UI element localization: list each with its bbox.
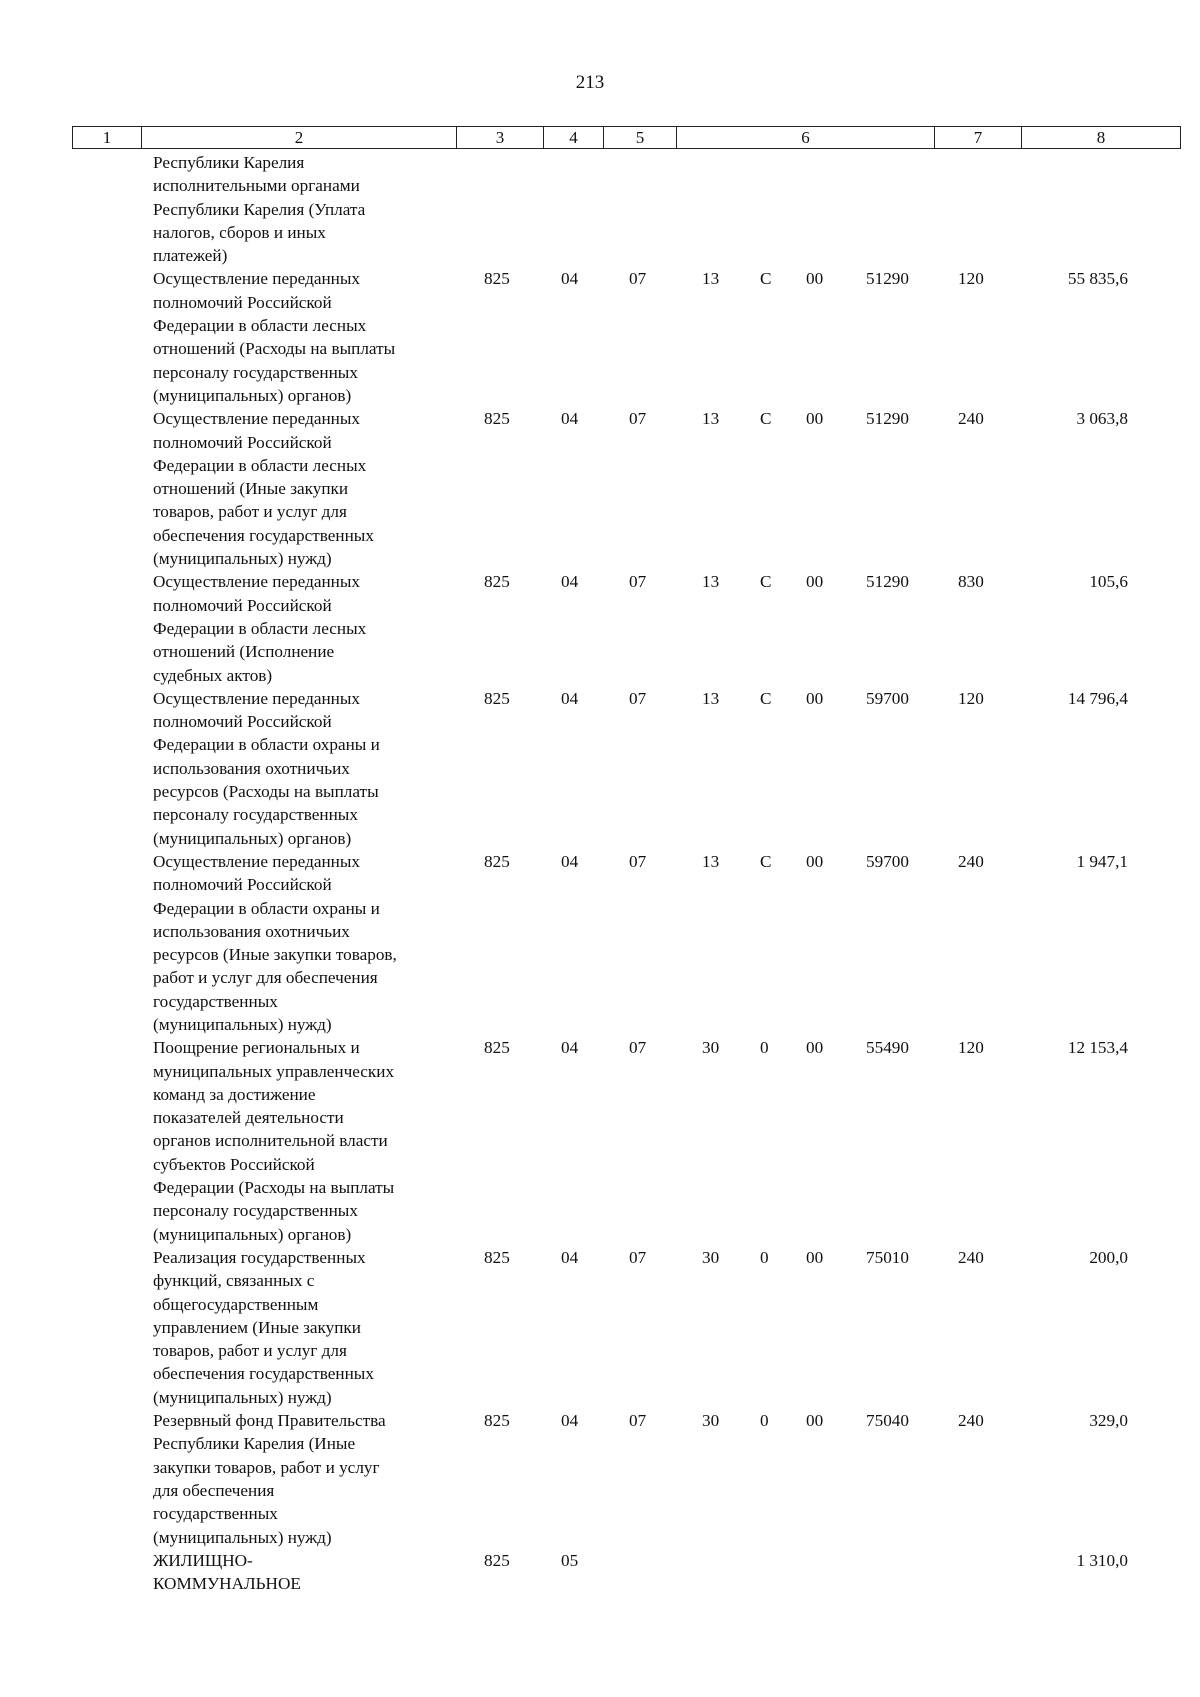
- table-row: [0, 570, 1200, 686]
- table-row: [0, 1246, 1200, 1409]
- cell-admin-code: 825: [484, 851, 510, 871]
- cell-section: 04: [561, 851, 579, 871]
- cell-program: 30: [702, 1038, 720, 1058]
- cell-direction: 75010: [866, 1247, 909, 1267]
- cell-section: 04: [561, 1411, 579, 1431]
- cell-subprogram: С: [760, 409, 772, 429]
- cell-subprogram: С: [760, 572, 772, 592]
- cell-admin-code: 825: [484, 572, 510, 592]
- cell-subsection: 07: [629, 1038, 647, 1058]
- cell-event: 00: [806, 1411, 824, 1431]
- cell-amount: 329,0: [1089, 1411, 1128, 1431]
- cell-section: 04: [561, 688, 579, 708]
- column-header-2: 2: [142, 127, 457, 149]
- table-row: [0, 267, 1200, 407]
- cell-expense-type: 240: [958, 1411, 984, 1431]
- cell-expense-type: 830: [958, 572, 984, 592]
- cell-direction: 55490: [866, 1038, 909, 1058]
- cell-admin-code: 825: [484, 1550, 510, 1570]
- cell-direction: 51290: [866, 572, 909, 592]
- row-description: Резервный фонд Правительства Республики Карелия (Иные закупки товаров, работ и услуг для обеспечения государственных (муниципальных) нужд): [153, 1411, 386, 1547]
- cell-admin-code: 825: [484, 1038, 510, 1058]
- cell-admin-code: 825: [484, 1247, 510, 1267]
- cell-amount: 1 947,1: [1076, 851, 1128, 871]
- column-header-4: 4: [544, 127, 604, 149]
- cell-amount: 1 310,0: [1076, 1550, 1128, 1570]
- cell-program: 13: [702, 851, 720, 871]
- cell-program: 13: [702, 688, 720, 708]
- cell-expense-type: 240: [958, 409, 984, 429]
- cell-direction: 51290: [866, 269, 909, 289]
- cell-section: 05: [561, 1550, 579, 1570]
- row-description: Реализация государственных функций, связанных с общегосударственным управлением (Иные закупки товаров, работ и услуг для обеспечения государственных (муниципальных) нужд): [153, 1247, 374, 1407]
- row-description: Осуществление переданных полномочий Российской Федерации в области лесных отношений (Исполнение судебных актов): [153, 572, 367, 685]
- cell-amount: 3 063,8: [1076, 409, 1128, 429]
- table-row: [0, 1409, 1200, 1549]
- cell-subsection: 07: [629, 572, 647, 592]
- cell-direction: 51290: [866, 409, 909, 429]
- cell-subsection: 07: [629, 688, 647, 708]
- row-description: Поощрение региональных и муниципальных управленческих команд за достижение показателей деятельности органов исполнительной власти субъектов Российской Федерации (Расходы на выплаты персоналу государственных (муниципальных) органов): [153, 1038, 395, 1244]
- table-row: [0, 151, 1200, 267]
- cell-program: 13: [702, 409, 720, 429]
- row-description: Осуществление переданных полномочий Российской Федерации в области лесных отношений (Расходы на выплаты персоналу государственных (муниципальных) органов): [153, 269, 396, 405]
- table-row: [0, 687, 1200, 850]
- cell-amount: 14 796,4: [1067, 688, 1128, 708]
- column-header-1: 1: [73, 127, 142, 149]
- cell-subsection: 07: [629, 1247, 647, 1267]
- cell-event: 00: [806, 1038, 824, 1058]
- cell-program: 13: [702, 269, 720, 289]
- column-header-row: [73, 127, 1181, 149]
- cell-subprogram: 0: [760, 1411, 769, 1431]
- cell-subprogram: С: [760, 269, 772, 289]
- cell-admin-code: 825: [484, 1411, 510, 1431]
- cell-amount: 105,6: [1089, 572, 1128, 592]
- cell-expense-type: 240: [958, 851, 984, 871]
- cell-subprogram: 0: [760, 1038, 769, 1058]
- table-body: [0, 151, 1200, 1595]
- cell-section: 04: [561, 572, 579, 592]
- cell-program: 13: [702, 572, 720, 592]
- table-row: [0, 850, 1200, 1036]
- cell-admin-code: 825: [484, 688, 510, 708]
- cell-direction: 59700: [866, 688, 909, 708]
- column-header-5: 5: [604, 127, 677, 149]
- cell-subsection: 07: [629, 269, 647, 289]
- column-header-table: [72, 126, 1181, 149]
- cell-admin-code: 825: [484, 269, 510, 289]
- cell-direction: 59700: [866, 851, 909, 871]
- row-description: Осуществление переданных полномочий Российской Федерации в области охраны и использования охотничьих ресурсов (Расходы на выплаты персоналу государственных (муниципальных) органов): [153, 688, 380, 848]
- cell-event: 00: [806, 269, 824, 289]
- cell-subprogram: С: [760, 688, 772, 708]
- cell-admin-code: 825: [484, 409, 510, 429]
- cell-subsection: 07: [629, 409, 647, 429]
- column-header-3: 3: [457, 127, 544, 149]
- cell-direction: 75040: [866, 1411, 909, 1431]
- cell-amount: 12 153,4: [1067, 1038, 1128, 1058]
- row-description: Осуществление переданных полномочий Российской Федерации в области охраны и использования охотничьих ресурсов (Иные закупки товаров, работ и услуг для обеспечения государственных (муниципальных) нужд): [153, 851, 397, 1034]
- cell-program: 30: [702, 1247, 720, 1267]
- table-row: [0, 1549, 1200, 1596]
- row-description: Осуществление переданных полномочий Российской Федерации в области лесных отношений (Иные закупки товаров, работ и услуг для обеспечения государственных (муниципальных) нужд): [153, 409, 374, 569]
- row-description: ЖИЛИЩНО- КОММУНАЛЬНОЕ: [153, 1550, 301, 1594]
- cell-program: 30: [702, 1411, 720, 1431]
- cell-section: 04: [561, 1038, 579, 1058]
- cell-expense-type: 240: [958, 1247, 984, 1267]
- cell-expense-type: 120: [958, 269, 984, 289]
- page-number: 213: [575, 72, 605, 93]
- cell-section: 04: [561, 269, 579, 289]
- cell-amount: 200,0: [1089, 1247, 1128, 1267]
- column-header-7: 7: [935, 127, 1022, 149]
- cell-event: 00: [806, 1247, 824, 1267]
- cell-event: 00: [806, 851, 824, 871]
- cell-expense-type: 120: [958, 688, 984, 708]
- cell-section: 04: [561, 1247, 579, 1267]
- cell-subprogram: 0: [760, 1247, 769, 1267]
- cell-expense-type: 120: [958, 1038, 984, 1058]
- cell-section: 04: [561, 409, 579, 429]
- table-row: [0, 407, 1200, 570]
- cell-amount: 55 835,6: [1067, 269, 1128, 289]
- row-description: Республики Карелия исполнительными органами Республики Карелия (Уплата налогов, сборов и иных платежей): [153, 153, 366, 266]
- column-header-8: 8: [1022, 127, 1181, 149]
- cell-subsection: 07: [629, 851, 647, 871]
- cell-subprogram: С: [760, 851, 772, 871]
- column-header-6: 6: [677, 127, 935, 149]
- cell-subsection: 07: [629, 1411, 647, 1431]
- cell-event: 00: [806, 688, 824, 708]
- cell-event: 00: [806, 572, 824, 592]
- table-row: [0, 1036, 1200, 1246]
- cell-event: 00: [806, 409, 824, 429]
